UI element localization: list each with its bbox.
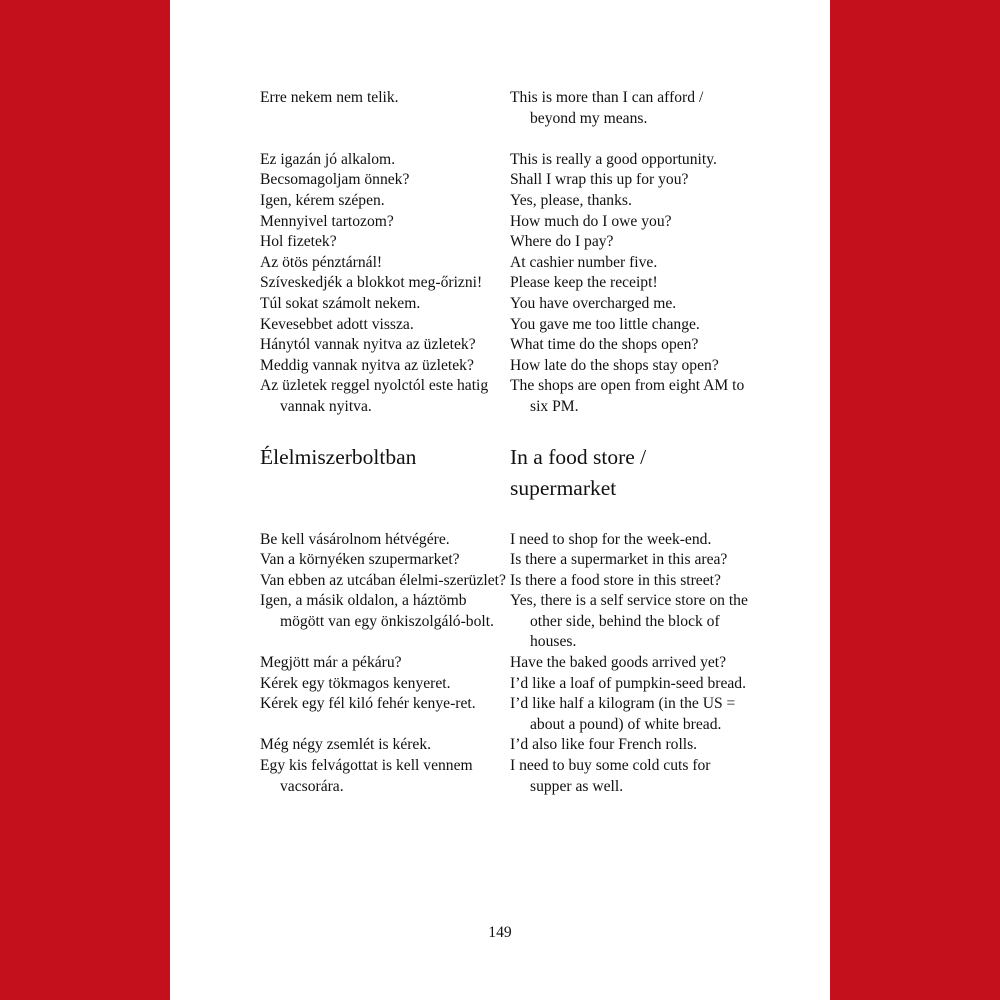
english-translation: How late do the shops stay open? xyxy=(510,356,719,374)
english-translation: The shops are open from eight AM to six PM. xyxy=(510,377,745,415)
phrase-row xyxy=(260,550,750,571)
phrase-row xyxy=(260,88,750,129)
phrase-row xyxy=(260,674,750,695)
phrase-row xyxy=(260,356,750,377)
english-translation: I need to buy some cold cuts for supper as well. xyxy=(510,757,711,795)
hungarian-phrase: Erre nekem nem telik. xyxy=(260,89,399,106)
phrase-row xyxy=(260,150,750,171)
phrase-row xyxy=(260,530,750,551)
english-translation: I’d like half a kilogram (in the US = about a pound) of white bread. xyxy=(510,695,736,733)
phrase-row xyxy=(260,273,750,294)
book-page xyxy=(170,0,830,1000)
hungarian-phrase: Ez igazán jó alkalom. xyxy=(260,150,396,168)
phrase-spacer xyxy=(260,129,750,150)
english-translation: I’d also like four French rolls. xyxy=(510,736,698,754)
hungarian-phrase: Egy kis felvágottat is kell vennem vacsorára. xyxy=(260,757,473,795)
phrase-row xyxy=(260,376,750,417)
section-title-english: In a food store / supermarket xyxy=(510,444,647,500)
english-translation: You have overcharged me. xyxy=(510,294,677,312)
section-title-hungarian: Élelmiszerboltban xyxy=(260,444,417,469)
english-translation: Is there a food store in this street? xyxy=(510,571,721,589)
english-translation: Yes, there is a self service store on the other side, behind the block of houses. xyxy=(510,592,748,651)
section-heading xyxy=(260,442,750,504)
hungarian-phrase: Kérek egy fél kiló fehér kenye-ret. xyxy=(260,695,476,713)
phrase-row xyxy=(260,756,750,797)
english-translation: Have the baked goods arrived yet? xyxy=(510,654,727,672)
phrase-row xyxy=(260,232,750,253)
hungarian-phrase: Az üzletek reggel nyolctól este hatig vannak nyitva. xyxy=(260,377,489,415)
hungarian-phrase: Hánytól vannak nyitva az üzletek? xyxy=(260,336,476,354)
phrase-row xyxy=(260,335,750,356)
english-translation: I need to shop for the week-end. xyxy=(510,530,712,548)
english-translation: This is more than I can afford / beyond my means. xyxy=(510,89,704,127)
phrase-row xyxy=(260,294,750,315)
phrase-row xyxy=(260,735,750,756)
phrase-row xyxy=(260,591,750,653)
english-translation: Where do I pay? xyxy=(510,233,614,251)
hungarian-phrase: Hol fizetek? xyxy=(260,233,337,251)
phrase-list-food-store xyxy=(260,530,750,798)
hungarian-phrase: Szíveskedjék a blokkot meg-őrizni! xyxy=(260,274,483,292)
hungarian-phrase: Még négy zsemlét is kérek. xyxy=(260,736,432,754)
english-translation: You gave me too little change. xyxy=(510,315,700,333)
hungarian-phrase: Kérek egy tökmagos kenyeret. xyxy=(260,674,451,692)
english-translation: Is there a supermarket in this area? xyxy=(510,551,728,569)
hungarian-phrase: Van ebben az utcában élelmi-szerüzlet? xyxy=(260,571,506,589)
hungarian-phrase: Megjött már a pékáru? xyxy=(260,654,402,672)
phrase-row xyxy=(260,191,750,212)
hungarian-phrase: Igen, kérem szépen. xyxy=(260,191,385,209)
hungarian-phrase: Becsomagoljam önnek? xyxy=(260,171,410,189)
hungarian-phrase: Meddig vannak nyitva az üzletek? xyxy=(260,356,474,374)
phrase-row xyxy=(260,253,750,274)
english-translation: Yes, please, thanks. xyxy=(510,191,632,209)
hungarian-phrase: Mennyivel tartozom? xyxy=(260,212,394,230)
hungarian-phrase: Igen, a másik oldalon, a háztömb mögött van egy önkiszolgáló-bolt. xyxy=(260,592,494,630)
phrase-list-shopping xyxy=(260,88,750,418)
page-number: 149 xyxy=(488,924,512,941)
phrase-row xyxy=(260,571,750,592)
hungarian-phrase: Be kell vásárolnom hétvégére. xyxy=(260,530,450,548)
hungarian-phrase: Kevesebbet adott vissza. xyxy=(260,315,414,333)
phrase-row xyxy=(260,653,750,674)
phrase-row xyxy=(260,315,750,336)
phrase-row xyxy=(260,170,750,191)
hungarian-phrase: Van a környéken szupermarket? xyxy=(260,551,460,569)
english-translation: At cashier number five. xyxy=(510,253,658,271)
hungarian-phrase: Túl sokat számolt nekem. xyxy=(260,294,421,312)
phrase-row xyxy=(260,694,750,735)
english-translation: Shall I wrap this up for you? xyxy=(510,171,689,189)
english-translation: This is really a good opportunity. xyxy=(510,150,717,168)
english-translation: How much do I owe you? xyxy=(510,212,672,230)
english-translation: Please keep the receipt! xyxy=(510,274,658,292)
english-translation: What time do the shops open? xyxy=(510,336,699,354)
phrase-row xyxy=(260,212,750,233)
hungarian-phrase: Az ötös pénztárnál! xyxy=(260,253,383,271)
phrase-content xyxy=(260,88,750,797)
english-translation: I’d like a loaf of pumpkin-seed bread. xyxy=(510,674,746,692)
